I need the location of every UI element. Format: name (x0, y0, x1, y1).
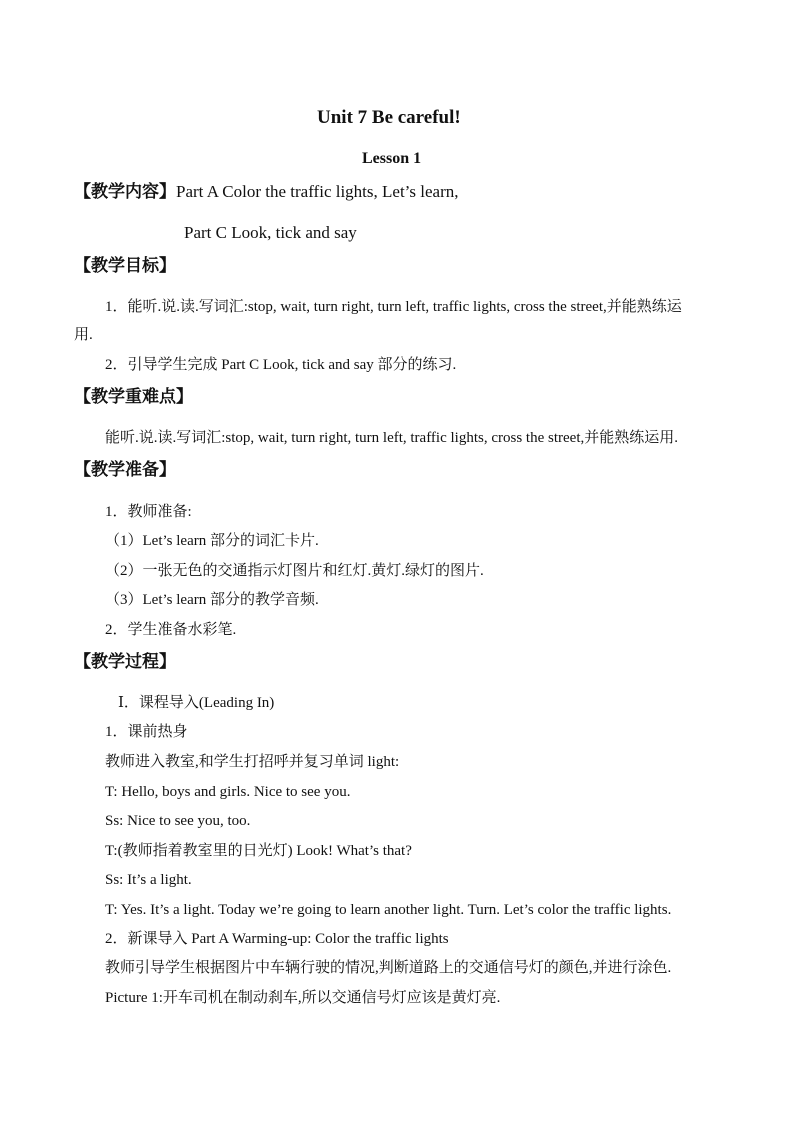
step-1-heading: 1．课前热身 (105, 724, 188, 740)
preparation-item-2: 2．学生准备水彩笔. (105, 622, 237, 638)
objective-2: 2．引导学生完成 Part C Look, tick and say 部分的练习. (105, 357, 457, 373)
key-points-heading: 【教学重难点】 (74, 387, 193, 406)
objectives-heading: 【教学目标】 (74, 256, 176, 275)
key-points-text: 能听.说.读.写词汇:stop, wait, turn right, turn left, traffic lights, cross the street,并能熟练运用. (105, 430, 678, 446)
step-2-heading: 2．新课导入 Part A Warming-up: Color the traffic lights (105, 931, 449, 947)
picture-1-note: Picture 1:开车司机在制动刹车,所以交通信号灯应该是黄灯亮. (105, 990, 501, 1006)
teaching-content-line-2: Part C Look, tick and say (184, 223, 357, 242)
dialogue-line-3: T:(教师指着教室里的日光灯) Look! What’s that? (105, 843, 412, 859)
page-title: Unit 7 Be careful! (317, 107, 461, 128)
preparation-subitem-2: （2）一张无色的交通指示灯图片和红灯.黄灯.绿灯的图片. (105, 563, 484, 579)
preparation-heading: 【教学准备】 (74, 460, 176, 479)
dialogue-line-2: Ss: Nice to see you, too. (105, 813, 251, 829)
process-heading: 【教学过程】 (74, 652, 176, 671)
dialogue-line-5: T: Yes. It’s a light. Today we’re going to learn another light. Turn. Let’s color the traffic lights. (105, 902, 672, 918)
dialogue-line-4: Ss: It’s a light. (105, 872, 192, 888)
teaching-content-line-1: Part A Color the traffic lights, Let’s learn, (176, 182, 459, 201)
preparation-subitem-1: （1）Let’s learn 部分的词汇卡片. (105, 533, 319, 549)
teaching-content-heading: 【教学内容】 (74, 182, 176, 201)
teaching-content-row (74, 181, 459, 203)
objective-1-continued: 用. (74, 327, 93, 343)
step-2-description: 教师引导学生根据图片中车辆行驶的情况,判断道路上的交通信号灯的颜色,并进行涂色. (105, 960, 672, 976)
dialogue-line-1: T: Hello, boys and girls. Nice to see you. (105, 784, 351, 800)
objective-1: 1．能听.说.读.写词汇:stop, wait, turn right, turn left, traffic lights, cross the street,并能熟练运 (105, 299, 682, 315)
step-1-description: 教师进入教室,和学生打招呼并复习单词 light: (105, 754, 400, 770)
preparation-subitem-3: （3）Let’s learn 部分的教学音频. (105, 592, 319, 608)
preparation-item-1: 1．教师准备: (105, 504, 192, 520)
lesson-subtitle: Lesson 1 (362, 150, 422, 167)
process-section-1: Ⅰ．课程导入(Leading In) (118, 695, 275, 711)
